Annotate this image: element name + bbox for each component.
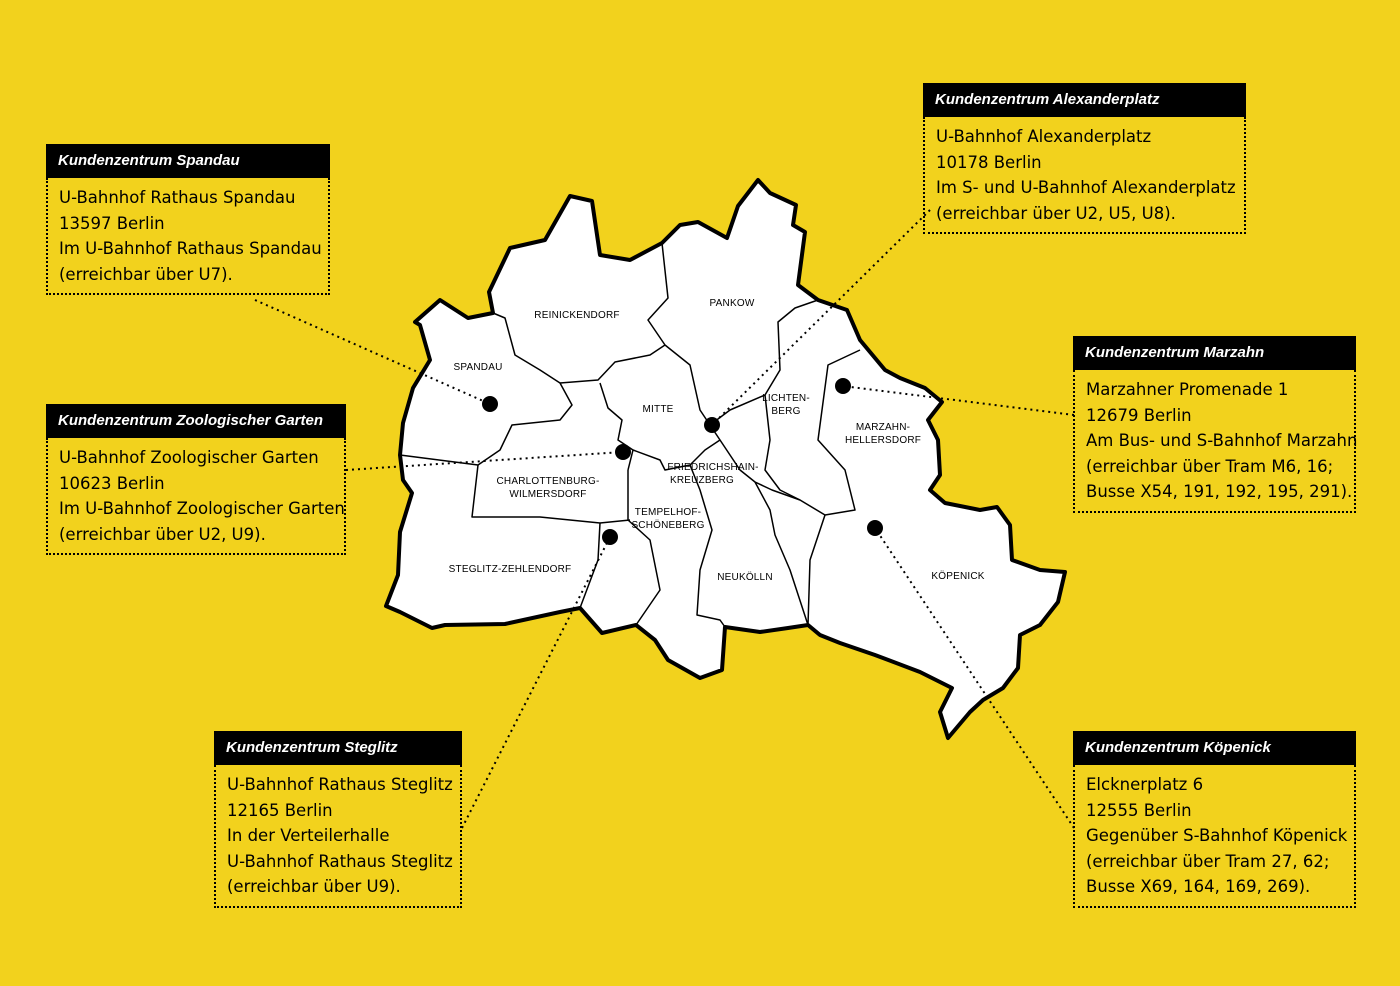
info-box-title: Kundenzentrum Zoologischer Garten — [46, 404, 346, 438]
info-box-title: Kundenzentrum Köpenick — [1073, 731, 1356, 765]
label-charlottenburg-wilmersdorf: CHARLOTTENBURG-WILMERSDORF — [496, 476, 600, 500]
dot-alexanderplatz — [704, 417, 720, 433]
info-box-koepenick — [1073, 731, 1356, 908]
label-pankow: PANKOW — [709, 298, 755, 309]
info-box-alexanderplatz — [923, 83, 1246, 234]
label-neukoelln: NEUKÖLLN — [717, 572, 773, 583]
label-lichtenberg: LICHTEN-BERG — [762, 393, 810, 417]
label-marzahn-hellersdorf: MARZAHN-HELLERSDORF — [844, 422, 922, 446]
info-box-address: U-Bahnhof Zoologischer Garten 10623 Berlin Im U-Bahnhof Zoologischer Garten (erreichbar über U2, U9). — [46, 438, 346, 555]
label-koepenick: KÖPENICK — [931, 571, 985, 582]
info-box-title: Kundenzentrum Spandau — [46, 144, 330, 178]
info-box-title: Kundenzentrum Marzahn — [1073, 336, 1356, 370]
info-box-spandau — [46, 144, 330, 295]
dot-steglitz — [602, 529, 618, 545]
dot-spandau — [482, 396, 498, 412]
label-spandau: SPANDAU — [453, 362, 503, 373]
label-tempelhof-schoeneberg: TEMPELHOF-SCHÖNEBERG — [631, 507, 705, 531]
info-box-address: U-Bahnhof Alexanderplatz 10178 Berlin Im S- und U-Bahnhof Alexanderplatz (erreichbar über U2, U5, U8). — [923, 117, 1246, 234]
info-box-title: Kundenzentrum Alexanderplatz — [923, 83, 1246, 117]
label-steglitz-zehlendorf: STEGLITZ-ZEHLENDORF — [448, 564, 572, 575]
label-reinickendorf: REINICKENDORF — [534, 310, 620, 321]
info-box-address: Elcknerplatz 6 12555 Berlin Gegenüber S-Bahnhof Köpenick (erreichbar über Tram 27, 62; Busse X69, 164, 169, 269). — [1073, 765, 1356, 908]
label-friedrichshain-kreuzberg: FRIEDRICHSHAIN-KREUZBERG — [667, 462, 759, 486]
dot-koepenick — [867, 520, 883, 536]
info-box-address: Marzahner Promenade 1 12679 Berlin Am Bus- und S-Bahnhof Marzahn (erreichbar über Tram M6, 16; Busse X54, 191, 192, 195, 291). — [1073, 370, 1356, 513]
info-box-steglitz — [214, 731, 462, 908]
dot-zoo — [615, 444, 631, 460]
info-box-zoo — [46, 404, 346, 555]
info-box-title: Kundenzentrum Steglitz — [214, 731, 462, 765]
info-box-address: U-Bahnhof Rathaus Steglitz 12165 Berlin In der Verteilerhalle U-Bahnhof Rathaus Steglitz (erreichbar über U9). — [214, 765, 462, 908]
info-box-marzahn — [1073, 336, 1356, 513]
info-box-address: U-Bahnhof Rathaus Spandau 13597 Berlin Im U-Bahnhof Rathaus Spandau (erreichbar über U7). — [46, 178, 330, 295]
dot-marzahn — [835, 378, 851, 394]
label-mitte: MITTE — [642, 404, 674, 415]
